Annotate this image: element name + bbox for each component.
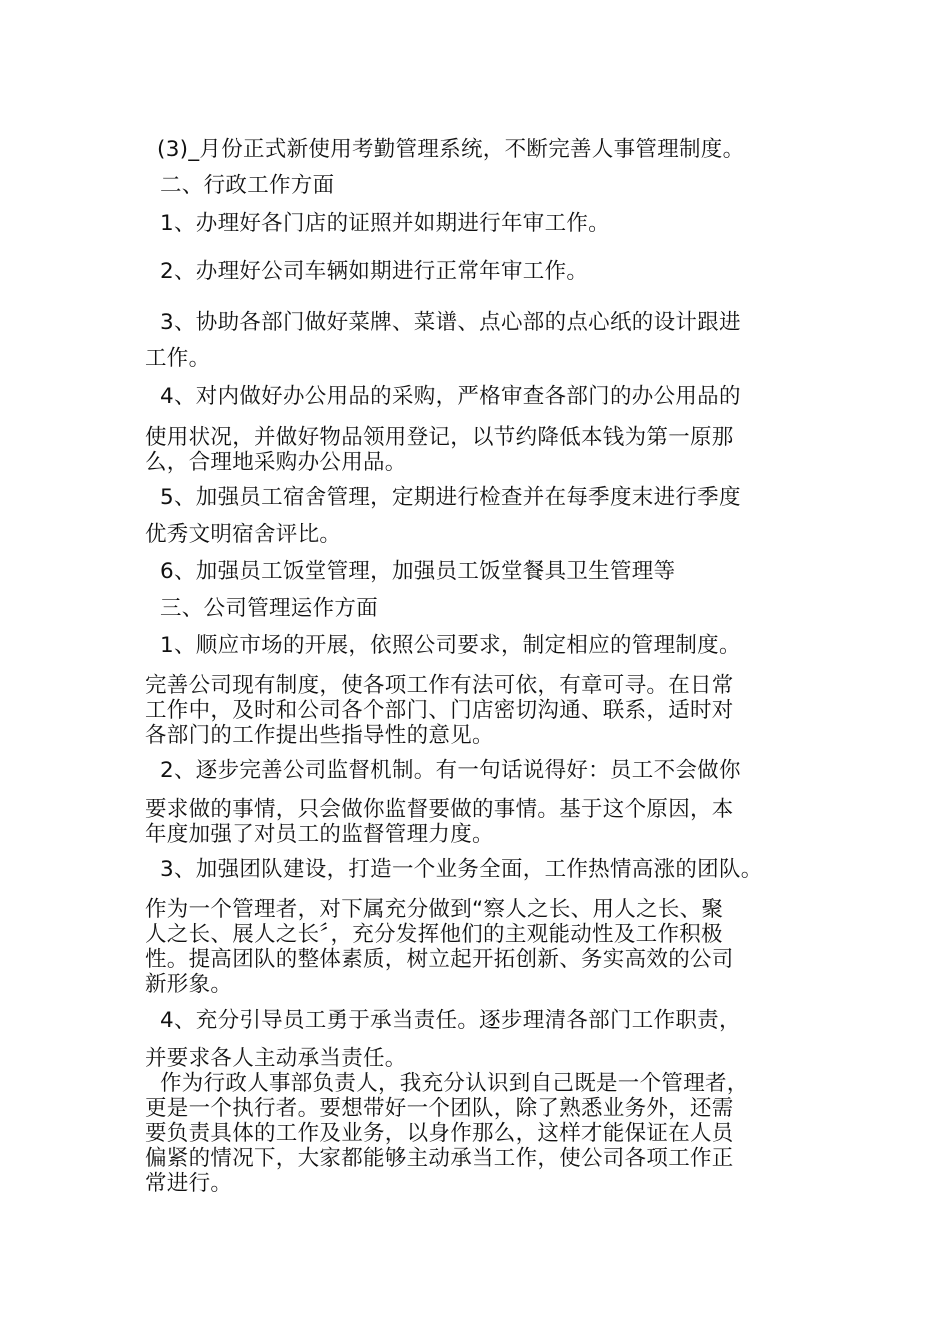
text-line: 偏紧的情况下，大家都能够主动承当工作，使公司各项工作正 [145,1146,734,1171]
text-line: 要负责具体的工作及业务，以身作那么，这样才能保证在人员 [145,1121,734,1146]
text-line: 4、充分引导员工勇于承当责任。逐步理清各部门工作职责， [160,1008,741,1033]
text-line: 优秀文明宿舍评比。 [145,522,342,547]
text-line: 使用状况，并做好物品领用登记，以节约降低本钱为第一原那 [145,425,734,450]
text-line: 4、对内做好办公用品的采购，严格审查各部门的办公用品的 [160,384,741,409]
text-line: 性。提高团队的整体素质，树立起开拓创新、务实高效的公司 [145,947,734,972]
text-line: 作为一个管理者，对下属充分做到“察人之长、用人之长、聚 [145,897,724,922]
text-line: 么，合理地采购办公用品。 [145,450,407,475]
section-heading-admin: 二、行政工作方面 [160,173,335,198]
text-line: 更是一个执行者。要想带好一个团队，除了熟悉业务外，还需 [145,1096,734,1121]
text-line: 工作。 [145,346,211,371]
text-line: 工作中，及时和公司各个部门、门店密切沟通、联系，适时对 [145,698,734,723]
text-line: 新形象。 [145,972,233,997]
text-line: 2、办理好公司车辆如期进行正常年审工作。 [160,259,589,284]
text-line: 人之长、展人之长〞，充分发挥他们的主观能动性及工作积极 [145,922,723,947]
text-line: 3、协助各部门做好菜牌、菜谱、点心部的点心纸的设计跟进 [160,310,741,335]
text-line: 完善公司现有制度，使各项工作有法可依，有章可寻。在日常 [145,673,734,698]
text-line: 6、加强员工饭堂管理，加强员工饭堂餐具卫生管理等 [160,559,676,584]
text-line: 要求做的事情，只会做你监督要做的事情。基于这个原因，本 [145,797,734,822]
text-line: (3)_月份正式新使用考勤管理系统，不断完善人事管理制度。 [157,137,745,162]
text-line: 3、加强团队建设，打造一个业务全面，工作热情高涨的团队。 [160,857,763,882]
text-line: 1、办理好各门店的证照并如期进行年审工作。 [160,211,610,236]
text-line: 1、顺应市场的开展，依照公司要求，制定相应的管理制度。 [160,633,741,658]
text-line: 5、加强员工宿舍管理，定期进行检查并在每季度末进行季度 [160,485,741,510]
text-line: 各部门的工作提出些指导性的意见。 [145,723,494,748]
text-line: 作为行政人事部负责人，我充分认识到自己既是一个管理者， [160,1071,749,1096]
text-line: 并要求各人主动承当责任。 [145,1046,407,1071]
section-heading-management: 三、公司管理运作方面 [160,596,379,621]
text-line: 2、逐步完善公司监督机制。有一句话说得好：员工不会做你 [160,758,741,783]
text-line: 年度加强了对员工的监督管理力度。 [145,822,494,847]
text-line: 常进行。 [145,1171,233,1196]
